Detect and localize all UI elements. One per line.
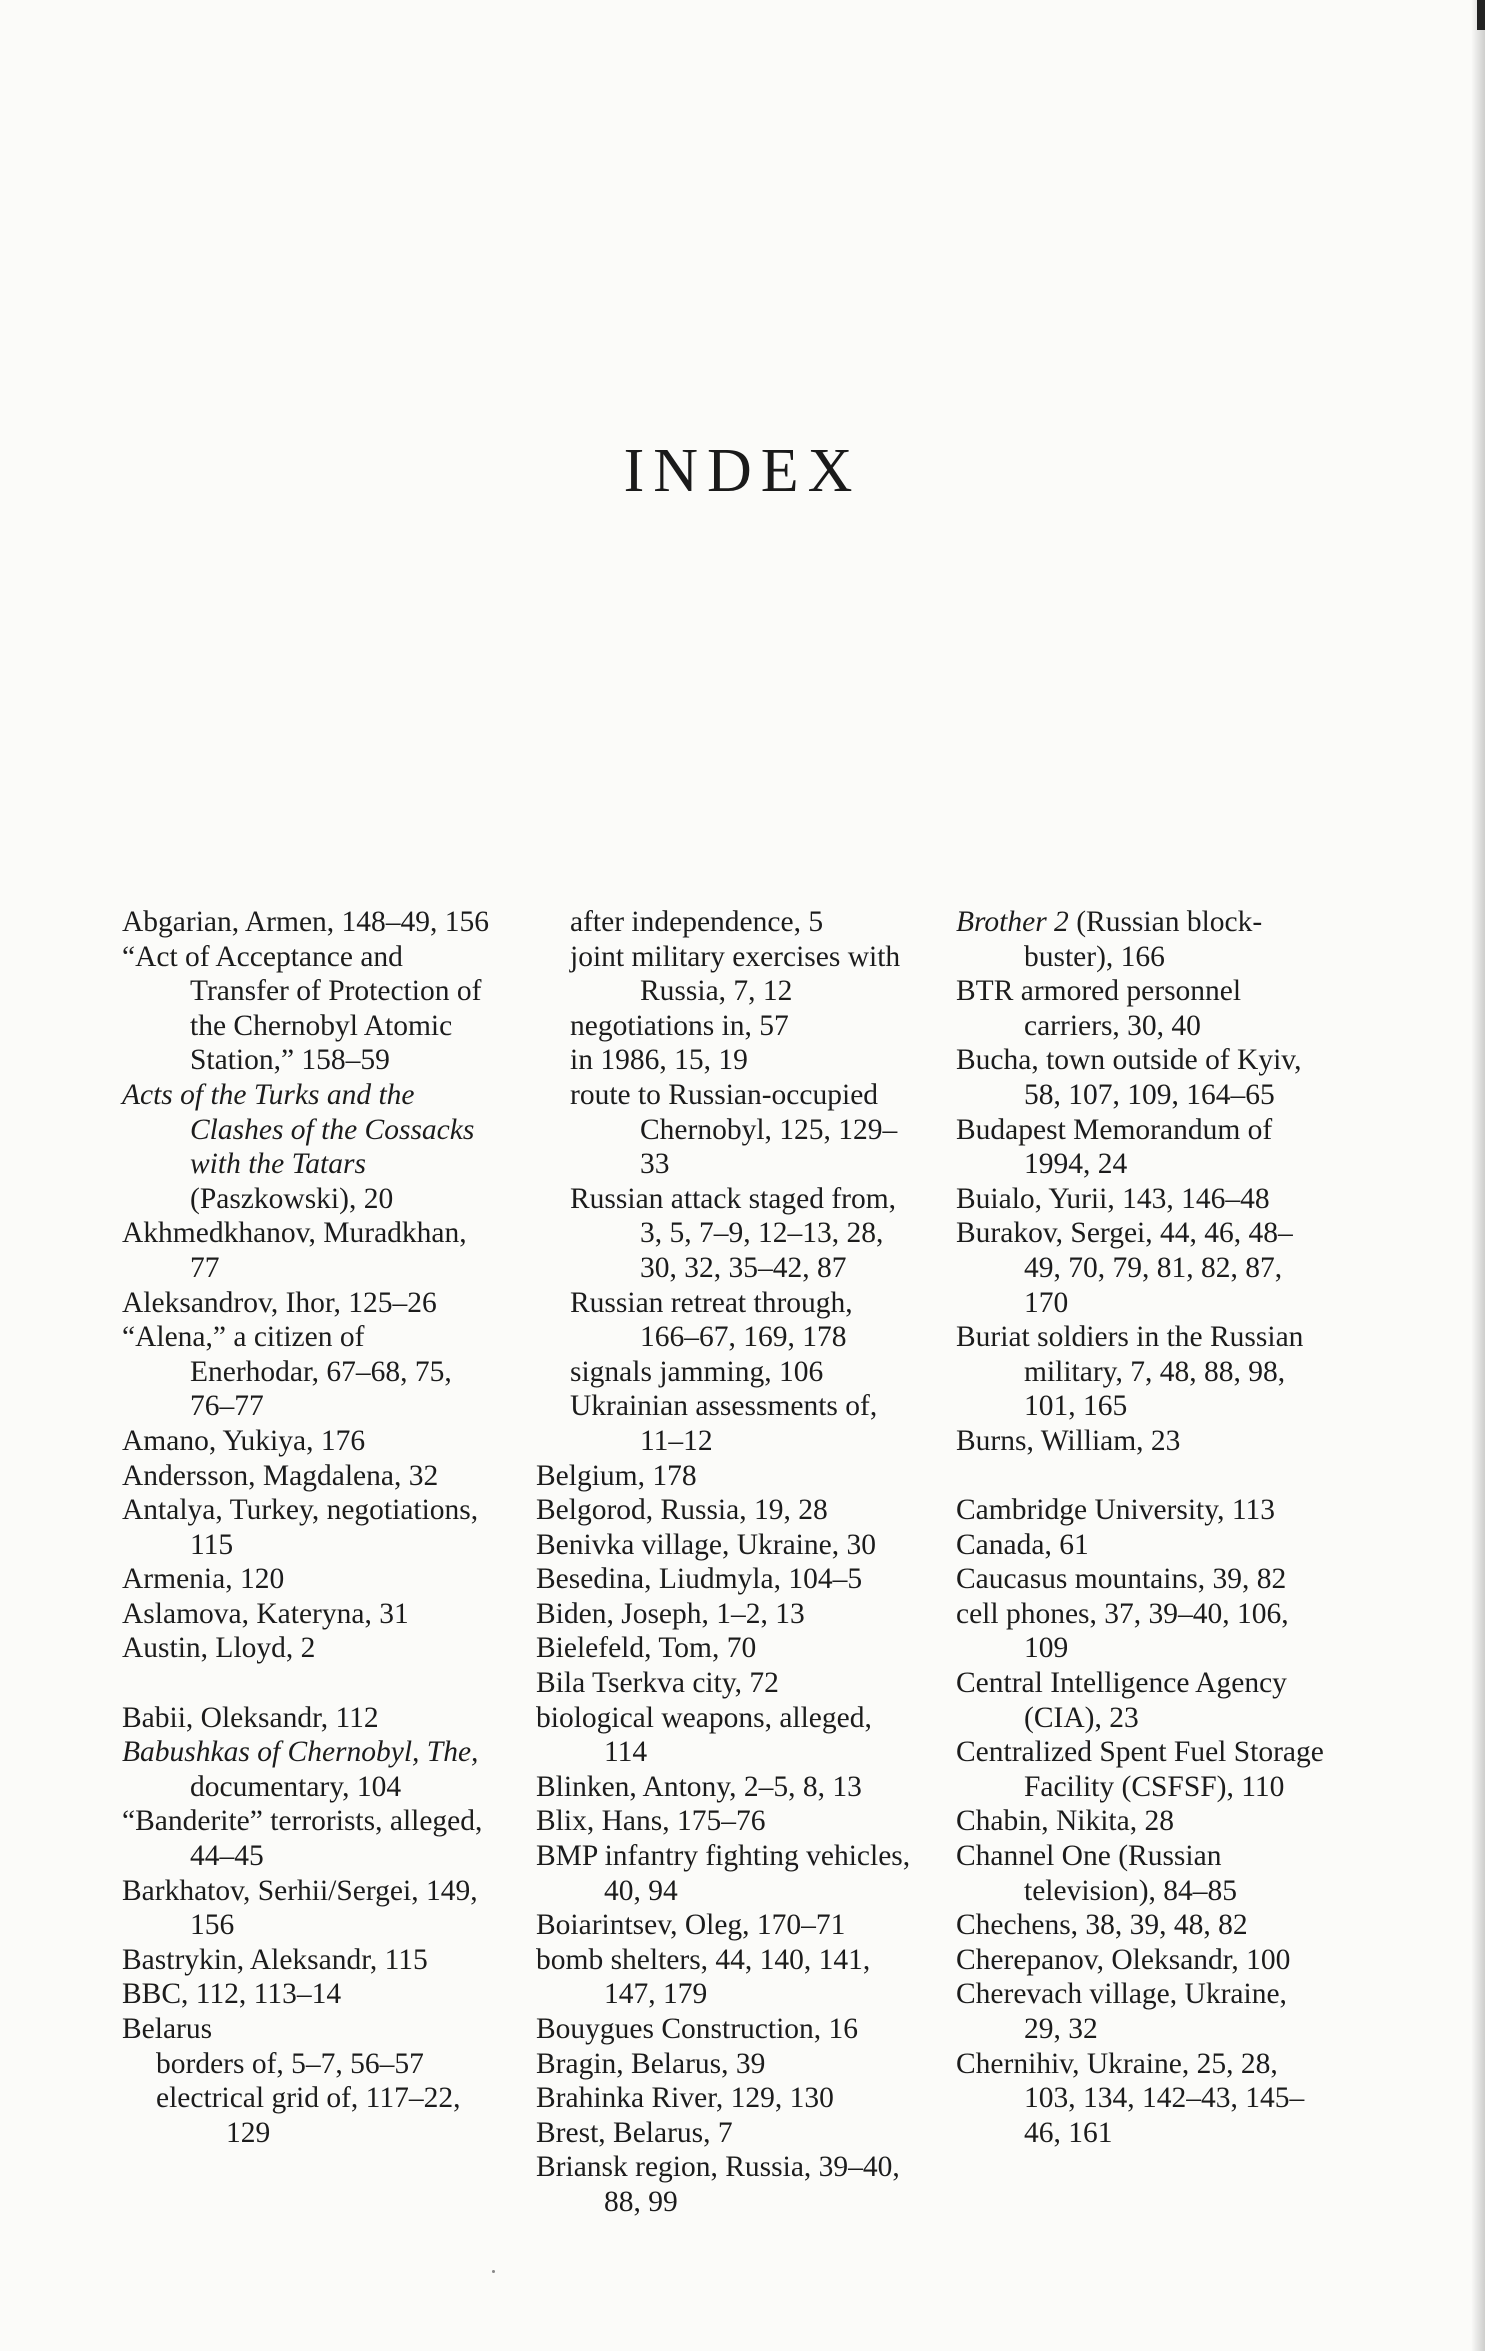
index-entry: [536, 1631, 916, 1666]
index-entry: [122, 1286, 492, 1321]
entry-text: Russian attack staged from, 3, 5, 7–9, 12–13, 28, 30, 32, 35–42, 87: [570, 1182, 897, 1284]
index-entry: [122, 1874, 492, 1943]
index-entry: [536, 2081, 916, 2116]
index-entry: [122, 1459, 492, 1494]
entry-text: BTR armored personnel carriers, 30, 40: [956, 975, 1242, 1042]
entry-text: Blix, Hans, 175–76: [536, 1805, 766, 1838]
index-entry: [956, 1320, 1328, 1424]
entry-text: (Paszkowski), 20: [190, 1182, 394, 1215]
entry-text: Buriat soldiers in the Russian military, 7, 48, 88, 98, 101, 165: [956, 1321, 1304, 1423]
entry-text: bomb shelters, 44, 140, 141, 147, 179: [536, 1943, 871, 2011]
entry-text: Akhmedkhanov, Muradkhan, 77: [122, 1217, 467, 1284]
entry-text: joint military exercises with Russia, 7, 12: [570, 940, 901, 1008]
entry-text: Bila Tserkva city, 72: [536, 1667, 779, 1700]
entry-text: “Act of Acceptance and Transfer of Protection of the Chernobyl Atomic Station,” 158–59: [122, 940, 482, 1077]
entry-text: Ukrainian assessments of, 11–12: [570, 1390, 878, 1457]
index-subentry: [536, 1078, 916, 1182]
entry-text: Cambridge University, 113: [956, 1494, 1275, 1527]
index-subentry: [536, 1389, 916, 1458]
entry-italic-title: Brother 2: [956, 906, 1069, 938]
entry-text: Bragin, Belarus, 39: [536, 2047, 766, 2080]
entry-italic-title: Babushkas of Chernobyl, The,: [122, 1736, 479, 1769]
entry-text: Brest, Belarus, 7: [536, 2116, 733, 2149]
entry-text: Andersson, Magdalena, 32: [122, 1459, 439, 1492]
index-subentry: [536, 1009, 916, 1044]
index-entry: [536, 1528, 916, 1563]
entry-text: Bouygues Construction, 16: [536, 2013, 859, 2045]
entry-text: Caucasus mountains, 39, 82: [956, 1563, 1287, 1596]
entry-text: Biden, Joseph, 1–2, 13: [536, 1597, 805, 1630]
entry-text: “Banderite” terrorists, alleged, 44–45: [122, 1805, 483, 1873]
index-entry: [536, 2012, 916, 2047]
entry-text: Central Intelligence Agency (CIA), 23: [956, 1667, 1287, 1734]
entry-text: Belgium, 178: [536, 1459, 697, 1492]
entry-text: Chabin, Nikita, 28: [956, 1805, 1174, 1838]
index-entry: [956, 1597, 1328, 1666]
index-entry: [956, 974, 1328, 1043]
entry-text: Austin, Lloyd, 2: [122, 1632, 316, 1665]
index-subentry: [122, 2047, 492, 2082]
entry-text: Belarus: [122, 2013, 213, 2045]
index-entry: [956, 1493, 1328, 1528]
index-entry: [122, 1977, 492, 2012]
index-entry: [536, 1943, 916, 2012]
entry-text: Belgorod, Russia, 19, 28: [536, 1494, 828, 1527]
index-subentry: [536, 1286, 916, 1355]
index-entry: [536, 1666, 916, 1701]
entry-text: Chernihiv, Ukraine, 25, 28, 103, 134, 142–43, 145–46, 161: [956, 2047, 1305, 2149]
entry-text: BBC, 112, 113–14: [122, 1978, 342, 2011]
index-column-3: [956, 905, 1328, 2150]
index-entry: [956, 1562, 1328, 1597]
index-entry: [536, 1701, 916, 1770]
entry-text: electrical grid of, 117–22, 129: [156, 2082, 461, 2149]
entry-text: Babii, Oleksandr, 112: [122, 1701, 379, 1734]
scan-corner-mark: [1477, 0, 1485, 30]
index-subentry: [536, 1182, 916, 1286]
entry-text: route to Russian-occupied Chernobyl, 125, 129–33: [570, 1078, 898, 1181]
index-entry: [536, 1597, 916, 1632]
index-entry: [956, 2047, 1328, 2151]
entry-text: Channel One (Russian television), 84–85: [956, 1840, 1238, 1907]
index-subentry: [536, 940, 916, 1009]
index-subentry: [122, 2081, 492, 2150]
page-edge-shadow: [1471, 0, 1485, 2351]
entry-text: Briansk region, Russia, 39–40, 88, 99: [536, 2151, 900, 2218]
index-entry: [122, 1597, 492, 1632]
entry-text: “Alena,” a citizen of Enerhodar, 67–68, 75, 76–77: [122, 1321, 452, 1423]
entry-text: Barkhatov, Serhii/Sergei, 149, 156: [122, 1874, 478, 1942]
entry-text: Russian retreat through, 166–67, 169, 178: [570, 1286, 853, 1354]
index-entry: [122, 1943, 492, 1978]
entry-text: Amano, Yukiya, 176: [122, 1424, 366, 1457]
index-entry: [536, 2150, 916, 2219]
index-entry: [122, 940, 492, 1078]
entry-text: Abgarian, Armen, 148–49, 156: [122, 906, 490, 938]
entry-text: Buialo, Yurii, 143, 146–48: [956, 1182, 1270, 1215]
index-subentry: [536, 1043, 916, 1078]
index-subentry: [536, 1355, 916, 1390]
entry-text: Canada, 61: [956, 1528, 1089, 1561]
entry-text: cell phones, 37, 39–40, 106, 109: [956, 1597, 1289, 1665]
entry-text: Burns, William, 23: [956, 1424, 1181, 1457]
index-entry: [956, 1839, 1328, 1908]
entry-text: Aleksandrov, Ihor, 125–26: [122, 1286, 437, 1319]
index-entry: [956, 1943, 1328, 1978]
entry-text: signals jamming, 106: [570, 1355, 824, 1388]
entry-text: Armenia, 120: [122, 1563, 285, 1596]
index-column-2: [536, 905, 916, 2220]
index-entry: [122, 1631, 492, 1666]
letter-group-gap: [122, 1666, 492, 1701]
index-entry: [956, 1977, 1328, 2046]
entry-text: Bielefeld, Tom, 70: [536, 1632, 757, 1665]
entry-text: Burakov, Sergei, 44, 46, 48–49, 70, 79, 81, 82, 87, 170: [956, 1217, 1293, 1319]
index-entry: [122, 1493, 492, 1562]
index-entry: [956, 1666, 1328, 1735]
index-entry: [536, 1562, 916, 1597]
index-entry: [122, 1804, 492, 1873]
index-entry: [122, 1735, 492, 1804]
index-entry: [956, 1182, 1328, 1217]
index-entry: [956, 1804, 1328, 1839]
index-entry: [956, 1528, 1328, 1563]
index-entry: [956, 1043, 1328, 1112]
index-entry: [122, 1078, 492, 1216]
entry-text: in 1986, 15, 19: [570, 1044, 748, 1077]
index-entry: [536, 2047, 916, 2082]
index-entry: [122, 2012, 492, 2047]
entry-text: Blinken, Antony, 2–5, 8, 13: [536, 1770, 862, 1803]
index-subentry: [536, 905, 916, 940]
entry-italic-title: Acts of the Turks and the Clashes of the Cossacks with the Tatars: [122, 1078, 475, 1181]
entry-text: BMP infantry fighting vehicles, 40, 94: [536, 1840, 911, 1907]
entry-text: Cherepanov, Oleksandr, 100: [956, 1943, 1291, 1976]
entry-text: (Russian block-buster), 166: [1024, 906, 1263, 973]
letter-group-gap: [956, 1459, 1328, 1494]
index-entry: [956, 1424, 1328, 1459]
index-entry: [956, 1113, 1328, 1182]
entry-text: Brahinka River, 129, 130: [536, 2082, 834, 2115]
index-entry: [536, 2116, 916, 2151]
entry-text: Boiarintsev, Oleg, 170–71: [536, 1909, 846, 1942]
entry-text: biological weapons, alleged, 114: [536, 1701, 872, 1769]
entry-text: documentary, 104: [190, 1770, 402, 1803]
index-entry: [122, 905, 492, 940]
index-entry: [122, 1562, 492, 1597]
index-entry: [956, 1216, 1328, 1320]
entry-text: after independence, 5: [570, 906, 824, 938]
index-entry: [536, 1804, 916, 1839]
entry-text: Bastrykin, Aleksandr, 115: [122, 1943, 428, 1976]
index-entry: [536, 1839, 916, 1908]
index-entry: [122, 1424, 492, 1459]
entry-text: borders of, 5–7, 56–57: [156, 2047, 424, 2080]
entry-text: Antalya, Turkey, negotiations, 115: [122, 1494, 479, 1561]
index-column-1: [122, 905, 492, 2150]
index-entry: [956, 905, 1328, 974]
entry-text: Benivka village, Ukraine, 30: [536, 1528, 876, 1561]
entry-text: Cherevach village, Ukraine, 29, 32: [956, 1978, 1287, 2045]
index-entry: [536, 1493, 916, 1528]
entry-text: negotiations in, 57: [570, 1009, 789, 1042]
entry-text: Chechens, 38, 39, 48, 82: [956, 1909, 1248, 1942]
entry-text: Budapest Memorandum of 1994, 24: [956, 1113, 1273, 1181]
index-entry: [122, 1216, 492, 1285]
index-entry: [956, 1735, 1328, 1804]
page-title: INDEX: [623, 437, 862, 505]
index-entry: [122, 1320, 492, 1424]
entry-text: Centralized Spent Fuel Storage Facility (CSFSF), 110: [956, 1736, 1324, 1803]
index-entry: [536, 1908, 916, 1943]
index-entry: [536, 1770, 916, 1805]
index-entry: [122, 1701, 492, 1736]
scan-speck: [492, 2270, 495, 2273]
entry-text: Bucha, town outside of Kyiv, 58, 107, 109, 164–65: [956, 1044, 1302, 1111]
entry-text: Besedina, Liudmyla, 104–5: [536, 1563, 863, 1596]
entry-text: Aslamova, Kateryna, 31: [122, 1597, 409, 1630]
index-entry: [956, 1908, 1328, 1943]
index-entry: [536, 1459, 916, 1494]
